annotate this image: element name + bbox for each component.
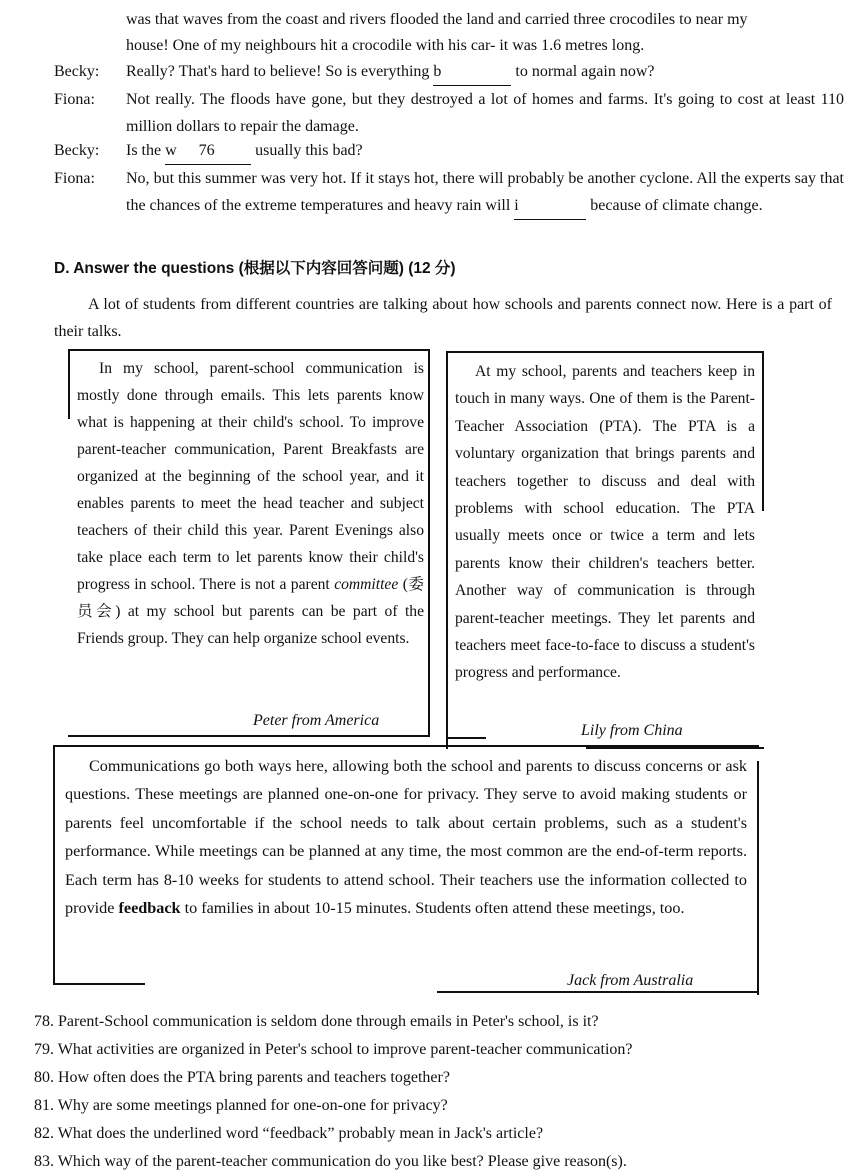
question-83: 83. Which way of the parent-teacher communication do you like best? Please give reason(s). [34,1153,627,1170]
speaker-name: Becky: [54,63,100,80]
section-intro: A lot of students from different countries are talking about how schools and parents connect now. Here is a part of their talks. [54,296,832,340]
lily-signature: Lily from China [581,722,683,739]
question-78: 78. Parent-School communication is seldom done through emails in Peter's school, is it? [34,1013,599,1030]
fill-in-blank[interactable]: w 76 [165,137,251,165]
committee-word: committee [334,576,399,593]
jack-text-box [53,745,759,995]
dialogue-text: Really? That's hard to believe! So is everything b to normal again now? [126,58,844,86]
question-82: 82. What does the underlined word “feedback” probably mean in Jack's article? [34,1125,544,1142]
blank-number: 76 [198,142,215,159]
question-80: 80. How often does the PTA bring parents and teachers together? [34,1069,450,1086]
dialogue-text: No, but this summer was very hot. If it stays hot, there will probably be another cyclone. All the experts say that the chances of the extreme temperatures and heavy rain will i because of climate change. [126,165,844,220]
fill-in-blank[interactable]: i [514,192,586,220]
lily-text-box [446,351,764,749]
fill-in-blank[interactable]: b [433,58,511,86]
peter-paragraph: In my school, parent-school communication is mostly done through emails. This lets parents know what is happening at their child's school. To improve parent-teacher communication, Parent Breakfasts are organized at the beginning of the school year, and it enables parents to meet the head teacher and subject teachers of their child this year. Parent Evenings also take place each term to let parents know their child's progress in school. There is not a parent committee (委员会) at my school but parents can be part of the Friends group. They can help organize school events. [77,360,424,647]
lily-paragraph: At my school, parents and teachers keep in touch in many ways. One of them is the Parent-Teacher Association (PTA). The PTA is a voluntary organization that brings parents and teachers together to discuss and deal with problems with school education. The PTA usually meets once or twice a term and lets parents know their children's teachers better. Another way of communication is through parent-teacher meetings. They let parents and teachers meet face-to-face to discuss a student's progress and performance. [455,363,755,682]
question-81: 81. Why are some meetings planned for one-on-one for privacy? [34,1097,448,1114]
section-title: D. Answer the questions (根据以下内容回答问题) (12 分) [54,260,456,277]
dialogue-line [54,58,844,85]
speaker-name: Becky: [54,142,100,159]
jack-paragraph: Communications go both ways here, allowing both the school and parents to discuss concerns or ask questions. These meetings are planned one-on-one for privacy. They serve to avoid making students or parents feel uncomfortable if the school needs to talk about certain problems, such as a student's performance. While meetings can be planned at any time, the most common are the end-of-term reports. Each term has 8-10 weeks for students to attend school. Their teachers use the information collected to provide feedback to families in about 10-15 minutes. Students often attend these meetings, too. [65,757,747,918]
dialogue-continuation-line-1: was that waves from the coast and rivers flooded the land and carried three crocodiles to near my [126,11,748,28]
peter-text-box [68,349,430,737]
feedback-word: feedback [118,899,181,918]
peter-signature: Peter from America [253,712,380,729]
dialogue-text: Not really. The floods have gone, but they destroyed a lot of homes and farms. It's going to cost at least 110 million dollars to repair the damage. [126,91,844,135]
question-79: 79. What activities are organized in Peter's school to improve parent-teacher communication? [34,1041,633,1058]
speaker-name: Fiona: [54,91,95,108]
dialogue-line [54,165,844,246]
dialogue-line [54,86,844,140]
dialogue-text: Is the w 76 usually this bad? [126,137,844,165]
dialogue-continuation-line-2: house! One of my neighbours hit a crocodile with his car- it was 1.6 metres long. [126,37,645,54]
dialogue-line [54,137,844,164]
speaker-name: Fiona: [54,170,95,187]
jack-signature: Jack from Australia [567,972,694,989]
